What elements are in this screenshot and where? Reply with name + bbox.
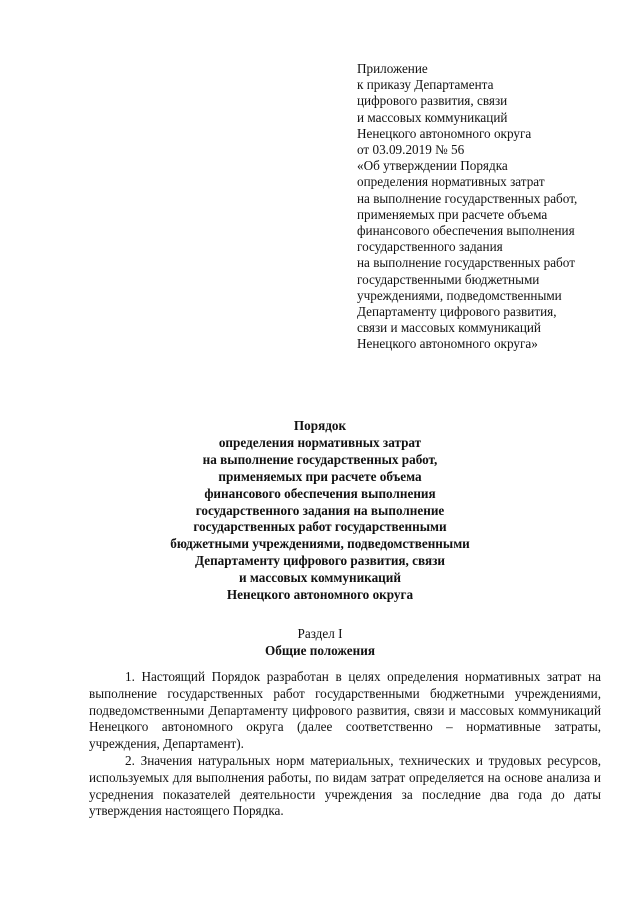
title-line: бюджетными учреждениями, подведомственными bbox=[170, 536, 470, 552]
title-line: применяемых при расчете объема bbox=[218, 468, 422, 484]
section-name: Общие положения bbox=[265, 643, 375, 658]
appendix-line: финансового обеспечения выполнения bbox=[357, 223, 575, 239]
title-line: и массовых коммуникаций bbox=[239, 570, 401, 586]
appendix-line: определения нормативных затрат bbox=[357, 174, 545, 190]
section-heading bbox=[0, 625, 640, 659]
appendix-line: «Об утверждении Порядка bbox=[357, 158, 508, 174]
title-line: финансового обеспечения выполнения bbox=[204, 485, 436, 501]
appendix-line: государственного задания bbox=[357, 239, 503, 255]
appendix-line: применяемых при расчете объема bbox=[357, 206, 548, 222]
document-title bbox=[0, 418, 640, 604]
title-line: Ненецкого автономного округа bbox=[226, 587, 414, 603]
appendix-line: учреждениями, подведомственными bbox=[357, 287, 562, 303]
title-line: Департаменту цифрового развития, связи bbox=[195, 553, 445, 569]
appendix-line: от 03.09.2019 № 56 bbox=[357, 142, 465, 158]
title-line: определения нормативных затрат bbox=[218, 434, 422, 450]
appendix-line: на выполнение государственных работ bbox=[357, 255, 575, 271]
section-number: Раздел I bbox=[297, 626, 343, 641]
title-line: Порядок bbox=[293, 418, 347, 433]
appendix-line: государственными бюджетными bbox=[357, 271, 540, 287]
appendix-line: Ненецкого автономного округа» bbox=[357, 336, 538, 352]
appendix-line: цифрового развития, связи bbox=[357, 93, 508, 109]
appendix-line: и массовых коммуникаций bbox=[357, 109, 508, 125]
title-line: государственного задания на выполнение bbox=[195, 502, 445, 518]
paragraph: 1. Настоящий Порядок разработан в целях определения нормативных затрат на выполнение государственных работ государственными бюджетными учреждениями, подведомственными Департаменту цифрового развития, связи и массовых коммуникаций Ненецкого автономного округа (далее соответственно – нормативные затраты, учреждения, Департамент). bbox=[89, 669, 601, 752]
appendix-line: Департаменту цифрового развития, bbox=[357, 304, 557, 320]
appendix-line: Приложение bbox=[357, 61, 428, 76]
body-text bbox=[89, 669, 601, 820]
appendix-line: на выполнение государственных работ, bbox=[357, 190, 578, 206]
appendix-line: связи и массовых коммуникаций bbox=[357, 320, 541, 336]
appendix-note bbox=[357, 61, 627, 353]
appendix-line: к приказу Департамента bbox=[357, 77, 494, 93]
paragraph: 2. Значения натуральных норм материальных, технических и трудовых ресурсов, используемых для выполнения работы, по видам затрат определяется на основе анализа и усреднения показателей деятельности учреждения за последние два года до даты утверждения настоящего Порядка. bbox=[89, 752, 601, 819]
appendix-line: Ненецкого автономного округа bbox=[357, 125, 532, 141]
title-line: на выполнение государственных работ, bbox=[202, 451, 438, 467]
title-line: государственных работ государственными bbox=[193, 519, 447, 535]
